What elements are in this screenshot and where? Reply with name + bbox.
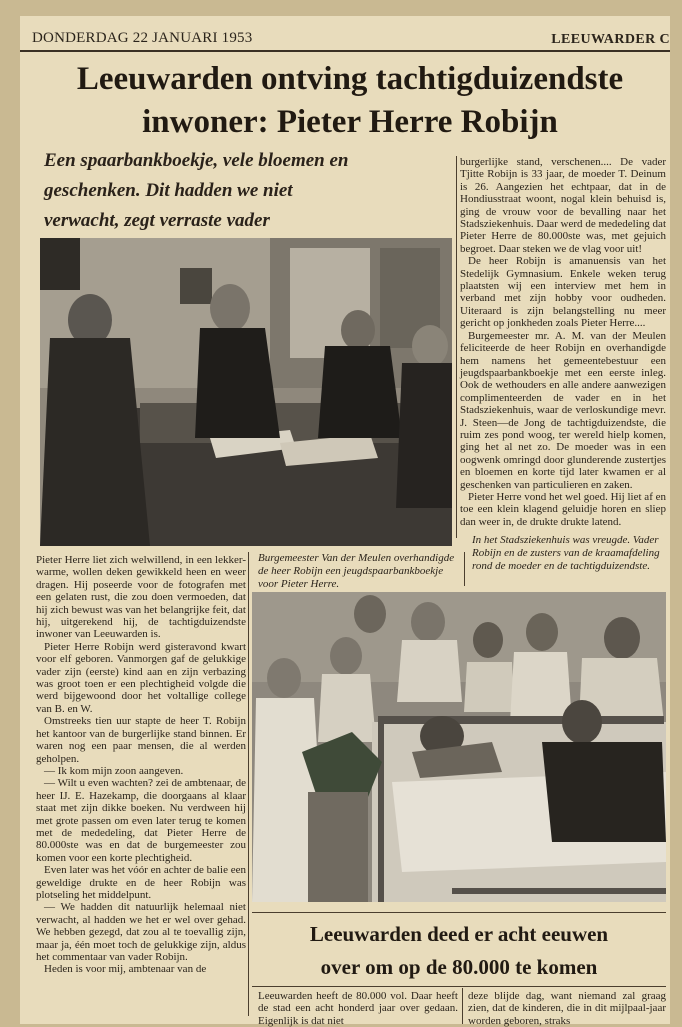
paragraph: burgerlijke stand, verschenen.... De vader Tjitte Robijn is 33 jaar, de moeder T. Deinum is 26. Aangezien het echtpaar, dat in de Hondiusstraat woont, nogal klein behuisd is, ging de vrouw voor de bevalling naar het Stadsziekenhuis. Daar werd de mededeling dat Pieter Herre de 80.000ste was, met gejuich begroet. Daar steken we de vlag voor uit! [460, 156, 666, 255]
headline-line-1: Leeuwarden ontving tachtigduizendste [76, 61, 624, 97]
article2-column-1: Leeuwarden heeft de 80.000 vol. Daar heeft de stad een acht honderd jaar over gedaan. Eigenlijk is dat niet [258, 990, 458, 1027]
column-divider [248, 552, 249, 1016]
issue-date: DONDERDAG 22 JANUARI 1953 [32, 30, 253, 46]
paragraph: — Wilt u even wachten? zei de ambtenaar, de heer IJ. E. Hazekamp, die doorgaans al klaar staat met zijn dikke boeken. Nu verdween hij met grote passen om even later terug te komen met de mededeling, dat Pieter Herre de 80.000ste was en dat de burgemeester zou komen voor een korte plechtigheid. [36, 777, 246, 864]
paragraph: Pieter Herre liet zich welwillend, in een lekker-warme, wollen deken gewikkeld heen en weer dragen. Hij poseerde voor de fotografen met een gelaten rust, die zou doen vermoeden, dat hij zich bewust was van het belangrijke feit, dat hij, uitgerekend hij, de tachtigduizendste inwoner van Leeuwarden is. [36, 554, 246, 641]
subheadline [44, 146, 444, 236]
paragraph: Heden is voor mij, ambtenaar van de [44, 963, 207, 976]
paragraph: — We hadden dit natuurlijk helemaal niet verwacht, al hadden we het er wel over gehad. We hebben gezegd, dat zou al te toevallig zijn, maar ja, één moet toch de gelukkige zijn, aldus het commentaar van vader Robijn. [36, 901, 246, 963]
paragraph: — Ik kom mijn zoon aangeven. [44, 764, 184, 777]
paragraph: Pieter Herre vond het wel goed. Hij liet af en toe een klein klagend geluidje horen en sliep dan weer in, de drukte drukte latend. [460, 490, 666, 528]
masthead [20, 16, 670, 52]
hospital-photo [252, 592, 666, 902]
section-divider [252, 912, 666, 913]
headline [30, 58, 670, 144]
caption-divider [464, 552, 465, 586]
article-left-column [36, 554, 246, 976]
article2-column-2: deze blijde dag, want niemand zal graag zien, dat de kinderen, die in dit mijlpaal-jaar worden geboren, straks [468, 990, 666, 1027]
subhead-line-2: geschenken. Dit hadden we niet [44, 180, 293, 201]
section-divider [252, 986, 666, 987]
subhead-line-1: Een spaarbankboekje, vele bloemen en [44, 150, 349, 171]
photo1-caption: Burgemeester Van der Meulen overhandigde de heer Robijn een jeugdspaarbankboekje voor Pieter Herre. [258, 552, 455, 590]
paragraph: Burgemeester mr. A. M. van der Meulen feliciteerde de heer Robijn en overhandigde hem namens het gemeentebestuur een jeugdspaarbankboekje met een eerste inleg. Ook de wethouders en alle andere aanwezigen complimenteerden de vader en in het Stadsziekenhuis, waar de verloskundige mevr. J. Steen—de Jong de tachtigduizendste, die ruim zes pond woog, ter wereld hielp komen, ging het al net zo. De moeder was in een oogwenk omringd door glunderende zustertjes en bloemen en korte tijd later kwamen er al geschenken van particulieren en zaken. [460, 329, 666, 491]
column-divider [456, 156, 457, 538]
photo2-caption: In het Stadsziekenhuis was vreugde. Vader Robijn en de zusters van de kraamafdeling rond de moeder en de tachtigduizendste. [472, 534, 660, 572]
article2-headline-line-2: over om op de 80.000 te komen [320, 955, 598, 979]
newspaper-page [20, 16, 670, 1027]
paragraph: Even later was het vóór en achter de balie een geweldige drukte en de heer Robijn was plotseling het middelpunt. [36, 864, 246, 901]
headline-line-2: inwoner: Pieter Herre Robijn [142, 104, 558, 140]
article-right-column [460, 156, 666, 528]
subhead-line-3: verwacht, zegt verraste vader [44, 210, 270, 231]
article2-headline [252, 918, 666, 984]
newspaper-name: LEEUWARDER C [551, 32, 670, 47]
paragraph: De heer Robijn is amanuensis van het Stedelijk Gymnasium. Enkele weken terug plaatsten wij een interview met hem in verband met zijn hobby voor oudheden. Uiteraard is zijn belangstelling nu meer gericht op jonkheden zoals Pieter Herre.... [460, 255, 666, 330]
ceremony-photo [40, 238, 452, 546]
column-divider [462, 988, 463, 1024]
article2-headline-line-1: Leeuwarden deed er acht eeuwen [309, 922, 609, 946]
paragraph: Pieter Herre Robijn werd gisteravond kwart voor elf geboren. Vanmorgen gaf de gelukkige vader zijn (eerste) kind aan en zijn verbazing was groot toen er een plechtigheid volgde die werd bijgewoond door het voltallige college van B. en W. [36, 640, 246, 715]
paragraph: Omstreeks tien uur stapte de heer T. Robijn het kantoor van de burgerlijke stand binnen. Er waren nog een paar mensen, die al werden geholpen. [36, 715, 246, 765]
